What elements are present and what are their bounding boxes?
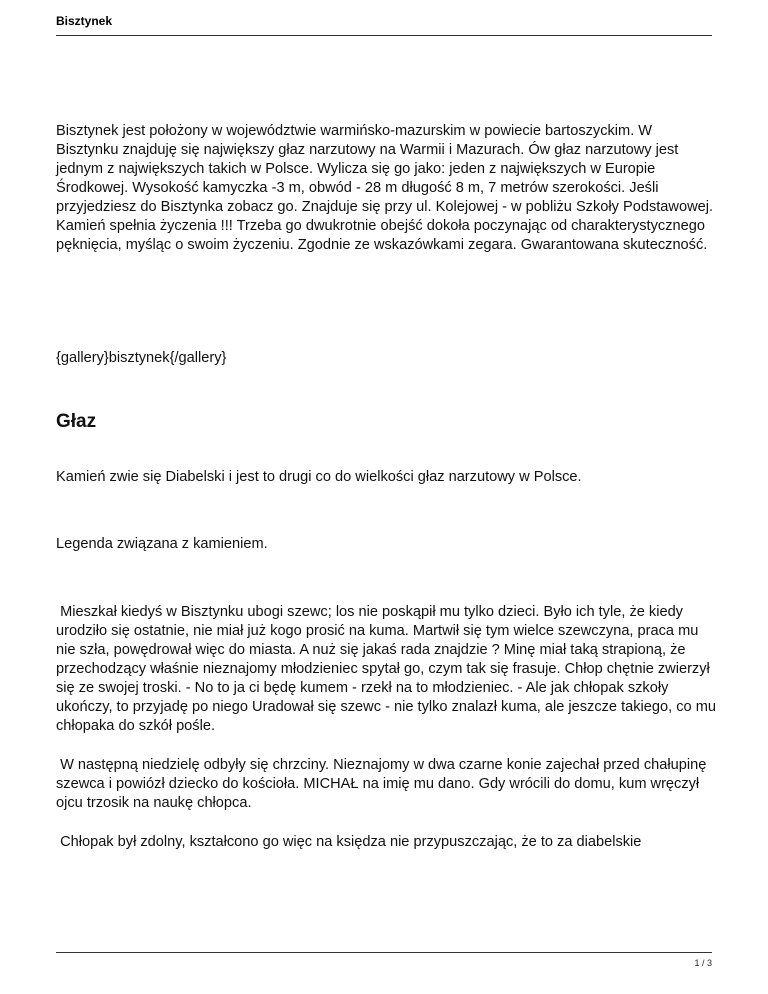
page-number: 1 / 3: [694, 958, 712, 968]
story-paragraph-3: Chłopak był zdolny, kształcono go więc na księdza nie przypuszczając, że to za diabelskie: [56, 834, 642, 850]
stone-paragraph: Kamień zwie się Diabelski i jest to drugi co do wielkości głaz narzutowy w Polsce.: [56, 469, 582, 485]
page-header-title: Bisztynek: [56, 14, 113, 28]
gallery-placeholder: {gallery}bisztynek{/gallery}: [56, 350, 227, 366]
section-heading: Głaz: [56, 411, 97, 432]
story-paragraph-2: W następną niedzielę odbyły się chrzciny. Nieznajomy w dwa czarne konie zajechał przed chałupinę szewca i powiózł dziecko do kościoła. MICHAŁ na imię mu dano. Gdy wrócili do domu, kum wręczył ojcu trzosik na naukę chłopca.: [56, 757, 711, 811]
header-divider: [56, 35, 712, 36]
legend-title-paragraph: Legenda związana z kamieniem.: [56, 536, 268, 552]
story-paragraph-1: Mieszkał kiedyś w Bisztynku ubogi szewc; los nie poskąpił mu tylko dzieci. Było ich tyle, że kiedy urodziło się ostatnie, nie miał już kogo prosić na kuma. Martwił się tym wielce szewczyna, praca mu nie szła, powędrował więc do miasta. A nuż się jakaś rada znajdzie ? Minę miał taką strapioną, że przechodzący właśnie nieznajomy młodzieniec spytał go, czym tak się frasuje. Chłop chętnie zwierzył się ze swojej troski. - No to ja ci będę kumem - rzekł na to młodzieniec. - Ale jak chłopak szkoły ukończy, to przyjadę po niego Uradował się szewc - nie tylko znalazł kuma, ale jeszcze takiego, co mu chłopaka do szkół pośle.: [56, 604, 721, 734]
document-body: [56, 122, 721, 852]
intro-paragraph: Bisztynek jest położony w województwie warmińsko-mazurskim w powiecie bartoszyckim. W Bisztynku znajduję się największy głaz narzutowy na Warmii i Mazurach. Ów głaz narzutowy jest jednym z największych takich w Polsce. Wylicza się go jako: jeden z największych w Europie Środkowej. Wysokość kamyczka -3 m, obwód - 28 m długość 8 m, 7 metrów szerokości. Jeśli przyjedziesz do Bisztynka zobacz go. Znajduje się przy ul. Kolejowej - w pobliżu Szkoły Podstawowej. Kamień spełnia życzenia !!! Trzeba go dwukrotnie obejść dokoła poczynając od charakterystycznego pęknięcia, myśląc o swoim życzeniu. Zgodnie ze wskazówkami zegara. Gwarantowana skuteczność.: [56, 123, 714, 253]
footer-divider: [56, 952, 712, 953]
